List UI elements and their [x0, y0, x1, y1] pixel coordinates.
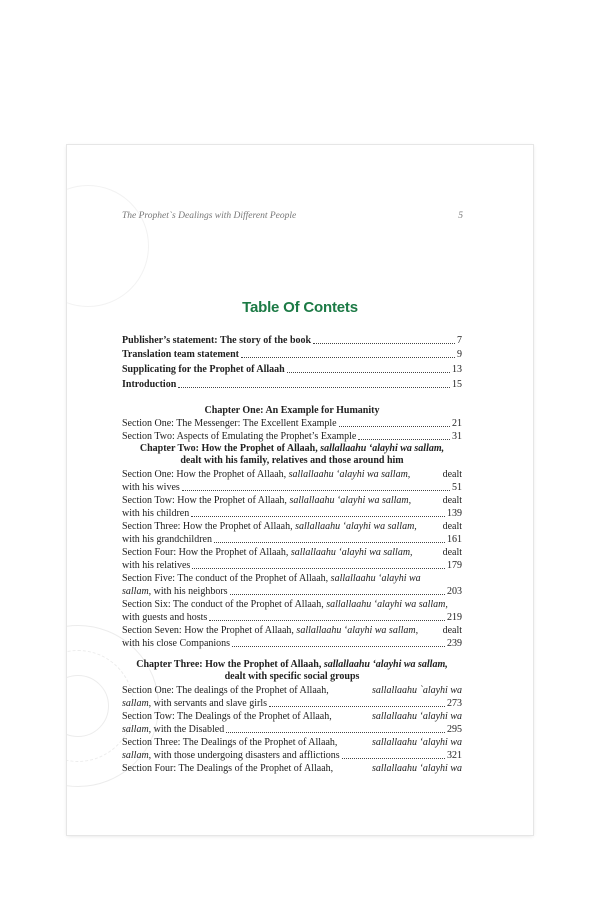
decorative-ornament: [67, 185, 149, 307]
toc-entry-publisher[interactable]: Publisher’s statement: The story of the book 7: [122, 335, 462, 346]
toc-entry-translation[interactable]: Translation team statement 9: [122, 349, 462, 360]
toc-entry-ch2-s1[interactable]: Section One: How the Prophet of Allaah, sallallaahu ‘alayhi wa sallam, dealt with his wives 51: [122, 469, 462, 493]
running-header: The Prophet`s Dealings with Different People: [122, 211, 297, 221]
toc-entry-ch3-s4[interactable]: Section Four: The Dealings of the Prophet of Allaah, sallallaahu ‘alayhi wa: [122, 763, 462, 774]
chapter-one-heading: Chapter One: An Example for Humanity: [204, 405, 380, 416]
toc-title: Table Of Contets: [242, 299, 358, 316]
toc-entry-ch2-s4[interactable]: Section Four: How the Prophet of Allaah, sallallaahu ‘alayhi wa sallam, dealt with his relatives 179: [122, 547, 462, 571]
toc-entry-ch1-s1[interactable]: Section One: The Messenger: The Excellent Example 21: [122, 418, 462, 429]
toc-entry-ch2-s2[interactable]: Section Tow: How the Prophet of Allaah, sallallaahu ‘alayhi wa sallam, dealt with his children 139: [122, 495, 462, 519]
toc-entry-ch3-s3[interactable]: Section Three: The Dealings of the Prophet of Allaah, sallallaahu ‘alayhi wa sallam, with those undergoing disasters and afflictions 321: [122, 737, 462, 761]
book-page: [67, 145, 533, 835]
toc-entry-ch2-s7[interactable]: Section Seven: How the Prophet of Allaah, sallallaahu ‘alayhi wa sallam, dealt with his close Companions 239: [122, 625, 462, 649]
toc-entry-ch2-s6[interactable]: Section Six: The conduct of the Prophet of Allaah, sallallaahu ‘alayhi wa sallam, with guests and hosts 219: [122, 599, 462, 623]
toc-entry-ch3-s2[interactable]: Section Tow: The Dealings of the Prophet of Allaah, sallallaahu ‘alayhi wa sallam, with the Disabled 295: [122, 711, 462, 735]
chapter-two-heading: Chapter Two: How the Prophet of Allaah, sallallaahu ‘alayhi wa sallam, dealt with his family, relatives and those around him: [139, 443, 445, 466]
toc-entry-supplicating[interactable]: Supplicating for the Prophet of Allaah 13: [122, 364, 462, 375]
toc-entry-ch3-s1[interactable]: Section One: The dealings of the Prophet of Allaah, sallallaahu `alayhi wa sallam, with servants and slave girls 273: [122, 685, 462, 709]
decorative-ornament: [67, 675, 109, 737]
toc-entry-ch2-s3[interactable]: Section Three: How the Prophet of Allaah, sallallaahu ‘alayhi wa sallam, dealt with his grandchildren 161: [122, 521, 462, 545]
toc-entry-ch2-s5[interactable]: Section Five: The conduct of the Prophet of Allaah, sallallaahu ‘alayhi wa sallam, with his neighbors 203: [122, 573, 462, 597]
chapter-three-heading: Chapter Three: How the Prophet of Allaah, sallallaahu ‘alayhi wa sallam, dealt with specific social groups: [136, 659, 448, 682]
page-number: 5: [458, 211, 463, 221]
toc-entry-introduction[interactable]: Introduction 15: [122, 379, 462, 390]
toc-entry-ch1-s2[interactable]: Section Two: Aspects of Emulating the Prophet’s Example 31: [122, 431, 462, 442]
